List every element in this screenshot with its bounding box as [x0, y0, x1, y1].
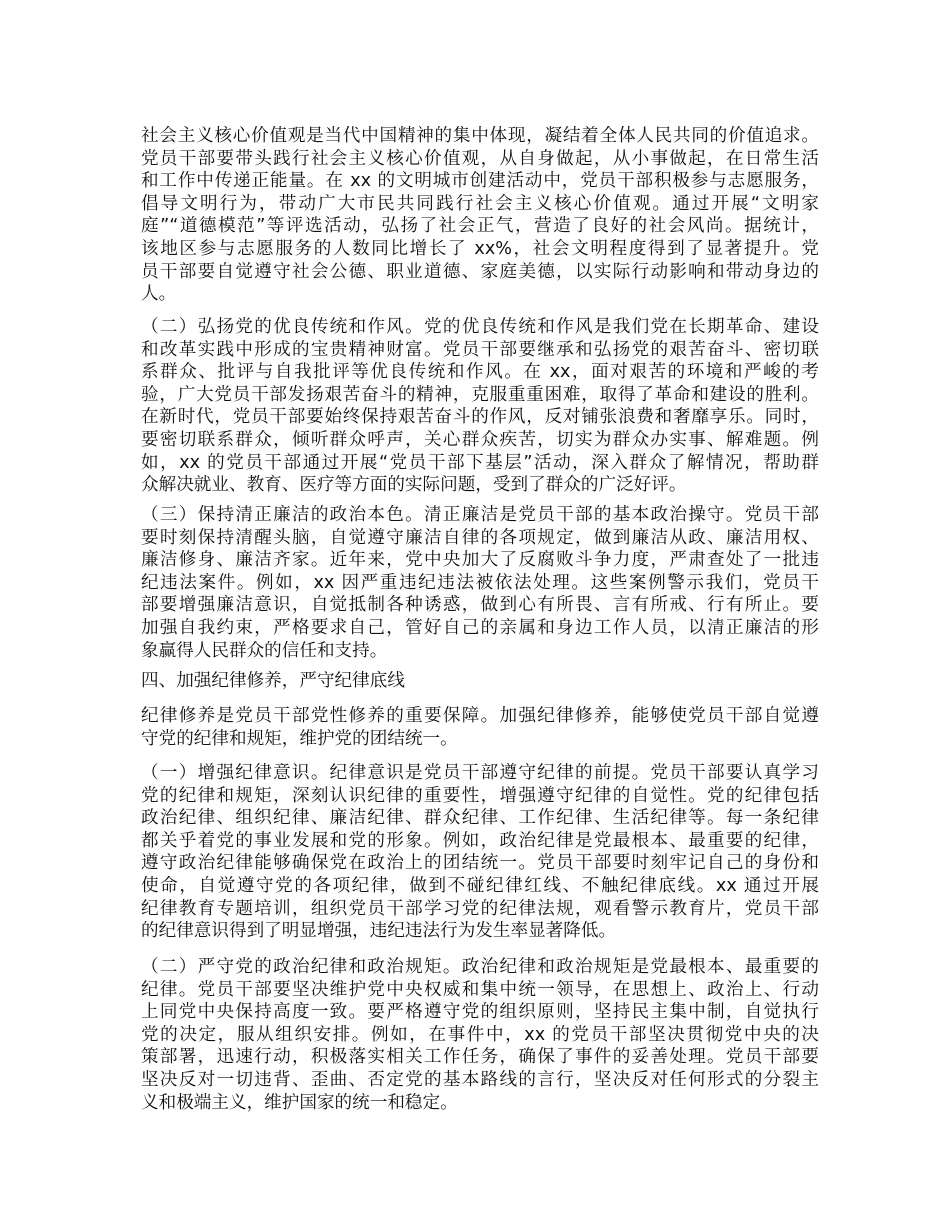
text-line: 验，广大党员干部发扬艰苦奋斗的精神，克服重重困难，取得了革命和建设的胜利。	[141, 384, 819, 405]
text-line: 部要增强廉洁意识，自觉抵制各种诱惑，做到心有所畏、言有所戒、行有所止。要	[141, 595, 819, 616]
text-line: （三）保持清正廉洁的政治本色。清正廉洁是党员干部的基本政治操守。党员干部	[141, 505, 819, 525]
paragraph	[141, 125, 819, 306]
text-line: 人。	[141, 284, 177, 305]
text-line: 都关乎着党的事业发展和党的形象。例如，政治纪律是党最根本、最重要的纪律，	[141, 830, 819, 851]
text-line: 众解决就业、教育、医疗等方面的实际问题，受到了群众的广泛好评。	[141, 475, 687, 496]
paragraph	[141, 504, 819, 662]
text-line: 遵守政治纪律能够确保党在政治上的团结统一。党员干部要时刻牢记自己的身份和	[141, 853, 819, 874]
text-line: 员干部要自觉遵守社会公德、职业道德、家庭美德，以实际行动影响和带动身边的	[141, 261, 819, 282]
text-line: 要密切联系群众，倾听群众呼声，关心群众疾苦，切实为群众办实事、解难题。例	[141, 429, 819, 450]
text-line: 的纪律意识得到了明显增强，违纪违法行为发生率显著降低。	[141, 921, 617, 942]
text-line: 象赢得人民群众的信任和支持。	[141, 640, 388, 661]
text-line: 要时刻保持清醒头脑，自觉遵守廉洁自律的各项规定，做到廉洁从政、廉洁用权、	[141, 527, 819, 548]
paragraph	[141, 762, 819, 943]
paragraph	[141, 705, 819, 750]
text-line: 使命，自觉遵守党的各项纪律，做到不碰纪律红线、不触纪律底线。xx 通过开展	[141, 875, 819, 896]
text-line: 廉洁修身、廉洁齐家。近年来，党中央加大了反腐败斗争力度，严肃查处了一批违	[141, 550, 819, 571]
text-line: 上同党中央保持高度一致。要严格遵守党的组织原则，坚持民主集中制，自觉执行	[141, 1002, 819, 1023]
text-line: 党的纪律和规矩，深刻认识纪律的重要性，增强遵守纪律的自觉性。党的纪律包括	[141, 785, 819, 806]
text-line: 坚决反对一切违背、歪曲、否定党的基本路线的言行，坚决反对任何形式的分裂主	[141, 1069, 819, 1090]
text-line: 纪违法案件。例如，xx 因严重违纪违法被依法处理。这些案例警示我们，党员干	[141, 572, 819, 593]
text-line: 倡导文明行为，带动广大市民共同践行社会主义核心价值观。通过开展“文明家	[141, 193, 819, 214]
text-line: 和改革实践中形成的宝贵精神财富。党员干部要继承和弘扬党的艰苦奋斗、密切联	[141, 339, 819, 360]
text-line: 如，xx 的党员干部通过开展“党员干部下基层”活动，深入群众了解情况，帮助群	[141, 452, 819, 473]
text-line: 守党的纪律和规矩，维护党的团结统一。	[141, 728, 458, 749]
text-line: 加强自我约束，严格要求自己，管好自己的亲属和身边工作人员，以清正廉洁的形	[141, 617, 819, 638]
section-heading	[141, 670, 405, 693]
text-line: 社会主义核心价值观是当代中国精神的集中体现，凝结着全体人民共同的价值追求。	[141, 126, 819, 146]
text-line: 党的决定，服从组织安排。例如，在事件中，xx 的党员干部坚决贯彻党中央的决	[141, 1024, 819, 1045]
text-line: 在新时代，党员干部要始终保持艰苦奋斗的作风，反对铺张浪费和奢靡享乐。同时，	[141, 407, 819, 428]
text-line: （二）弘扬党的优良传统和作风。党的优良传统和作风是我们党在长期革命、建设	[141, 317, 819, 337]
text-line: 该地区参与志愿服务的人数同比增长了 xx%，社会文明程度得到了显著提升。党	[141, 238, 819, 259]
text-line: 政治纪律、组织纪律、廉洁纪律、群众纪律、工作纪律、生活纪律等。每一条纪律	[141, 808, 819, 829]
paragraph	[141, 316, 819, 497]
text-line: 义和极端主义，维护国家的统一和稳定。	[141, 1092, 458, 1113]
text-line: 四、加强纪律修养，严守纪律底线	[141, 671, 405, 691]
text-line: 庭”“道德模范”等评选活动，弘扬了社会正气，营造了良好的社会风尚。据统计，	[141, 216, 819, 237]
text-line: 和工作中传递正能量。在 xx 的文明城市创建活动中，党员干部积极参与志愿服务，	[141, 171, 819, 192]
text-line: 纪律教育专题培训，组织党员干部学习党的纪律法规，观看警示教育片，党员干部	[141, 898, 819, 919]
text-line: （一）增强纪律意识。纪律意识是党员干部遵守纪律的前提。党员干部要认真学习	[141, 763, 819, 783]
text-line: （二）严守党的政治纪律和政治规矩。政治纪律和政治规矩是党最根本、最重要的	[141, 957, 819, 977]
paragraph	[141, 956, 819, 1114]
text-line: 党员干部要带头践行社会主义核心价值观，从自身做起，从小事做起，在日常生活	[141, 148, 819, 169]
text-line: 策部署，迅速行动，积极落实相关工作任务，确保了事件的妥善处理。党员干部要	[141, 1047, 819, 1068]
text-line: 纪律修养是党员干部党性修养的重要保障。加强纪律修养，能够使党员干部自觉遵	[141, 706, 819, 726]
text-line: 系群众、批评与自我批评等优良传统和作风。在 xx，面对艰苦的环境和严峻的考	[141, 362, 819, 383]
text-line: 纪律。党员干部要坚决维护党中央权威和集中统一领导，在思想上、政治上、行动	[141, 979, 819, 1000]
